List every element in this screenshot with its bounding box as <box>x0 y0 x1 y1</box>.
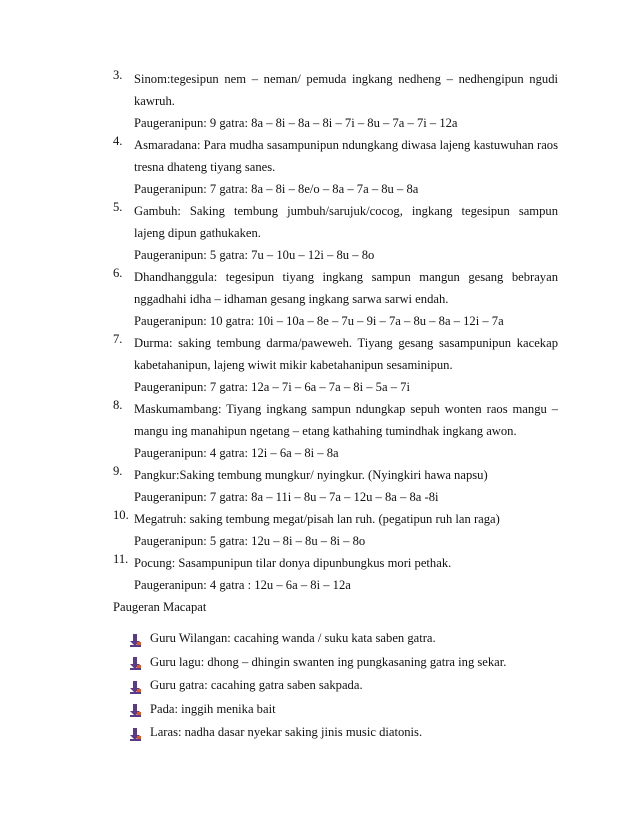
arrow-down-right-icon <box>128 702 142 716</box>
item-number: 10. <box>113 508 129 522</box>
paugeran-line: Paugeranipun: 7 gatra: 12a – 7i – 6a – 7a – 8i – 5a – 7i <box>134 380 410 394</box>
bullet-item <box>128 674 506 698</box>
macapat-list <box>113 68 558 596</box>
bullet-text: Pada: inggih menika bait <box>150 701 276 716</box>
paugeran-line: Paugeranipun: 4 gatra : 12u – 6a – 8i – 12a <box>134 578 351 592</box>
item-number: 11. <box>113 552 129 566</box>
list-item <box>113 332 558 398</box>
paugeran-line: Paugeranipun: 5 gatra: 7u – 10u – 12i – 8u – 8o <box>134 248 375 262</box>
item-number: 7. <box>113 332 123 346</box>
list-item <box>113 68 558 134</box>
item-text-line: kabetahanipun, lajeng wiwit mikir kabetahanipun sesaminipun. <box>134 358 453 372</box>
list-item <box>113 266 558 332</box>
list-item <box>113 134 558 200</box>
bullet-item <box>128 627 506 651</box>
item-text-line: Asmaradana: Para mudha sasampunipun ndungkang diwasa lajeng kastuwuhan raos <box>134 138 558 152</box>
item-text-line: Gambuh: Saking tembung jumbuh/sarujuk/cocog, ingkang tegesipun sampun <box>134 204 558 218</box>
bullet-item <box>128 721 506 745</box>
bullet-text: Guru lagu: dhong – dhingin swanten ing pungkasaning gatra ing sekar. <box>150 654 507 669</box>
item-text-line: Dhandhanggula: tegesipun tiyang ingkang sampun mangun gesang bebrayan <box>134 270 558 284</box>
item-number: 5. <box>113 200 123 214</box>
arrow-down-right-icon <box>128 726 142 740</box>
item-number: 6. <box>113 266 123 280</box>
item-text-line: kawruh. <box>134 94 175 108</box>
item-number: 8. <box>113 398 123 412</box>
paugeran-line: Paugeranipun: 4 gatra: 12i – 6a – 8i – 8a <box>134 446 339 460</box>
list-item <box>113 552 558 596</box>
list-item <box>113 398 558 464</box>
item-text-line: Maskumambang: Tiyang ingkang sampun ndungkap sepuh wonten raos mangu – <box>134 402 558 416</box>
item-text-line: Sinom:tegesipun nem – neman/ pemuda ingkang nedheng – nedhengipun ngudi <box>134 72 558 86</box>
bullet-text: Guru gatra: cacahing gatra saben sakpada. <box>150 678 363 692</box>
item-text-line: tresna dhateng tiyang sanes. <box>134 160 276 174</box>
item-text-line: Megatruh: saking tembung megat/pisah lan ruh. (pegatipun ruh lan raga) <box>134 512 500 526</box>
section-heading: Paugeran Macapat <box>113 600 207 614</box>
item-text-line: nggadhahi idha – idhaman gesang ingkang sarwa sarwi endah. <box>134 292 449 306</box>
bullet-text: Laras: nadha dasar nyekar saking jinis music diatonis. <box>150 725 423 739</box>
list-item <box>113 464 558 508</box>
paugeran-line: Paugeranipun: 5 gatra: 12u – 8i – 8u – 8i – 8o <box>134 534 366 548</box>
paugeran-line: Paugeranipun: 10 gatra: 10i – 10a – 8e – 7u – 9i – 7a – 8u – 8a – 12i – 7a <box>134 314 504 328</box>
bullet-item <box>128 651 506 675</box>
arrow-down-right-icon <box>128 679 142 693</box>
paugeran-line: Paugeranipun: 7 gatra: 8a – 11i – 8u – 7a – 12u – 8a – 8a -8i <box>134 490 439 504</box>
list-item <box>113 508 558 552</box>
item-text-line: lajeng dipun gathukaken. <box>134 226 261 240</box>
item-text-line: Pangkur:Saking tembung mungkur/ nyingkur. (Nyingkiri hawa napsu) <box>134 468 488 482</box>
bullet-list <box>128 627 506 745</box>
item-number: 4. <box>113 134 123 148</box>
bullet-item <box>128 698 506 722</box>
item-text-line: Pocung: Sasampunipun tilar donya dipunbungkus mori pethak. <box>134 556 452 570</box>
item-number: 3. <box>113 68 123 82</box>
list-item <box>113 200 558 266</box>
arrow-down-right-icon <box>128 632 142 646</box>
paugeran-line: Paugeranipun: 9 gatra: 8a – 8i – 8a – 8i – 7i – 8u – 7a – 7i – 12a <box>134 116 458 130</box>
item-text-line: mangu ing manahipun ngetang – etang kathahing tumindhak ingkang awon. <box>134 424 517 438</box>
item-number: 9. <box>113 464 123 478</box>
arrow-down-right-icon <box>128 655 142 669</box>
paugeran-line: Paugeranipun: 7 gatra: 8a – 8i – 8e/o – 8a – 7a – 8u – 8a <box>134 182 419 196</box>
bullet-text: Guru Wilangan: cacahing wanda / suku kata saben gatra. <box>150 631 436 645</box>
item-text-line: Durma: saking tembung darma/paweweh. Tiyang gesang sasampunipun kacekap <box>134 336 558 350</box>
